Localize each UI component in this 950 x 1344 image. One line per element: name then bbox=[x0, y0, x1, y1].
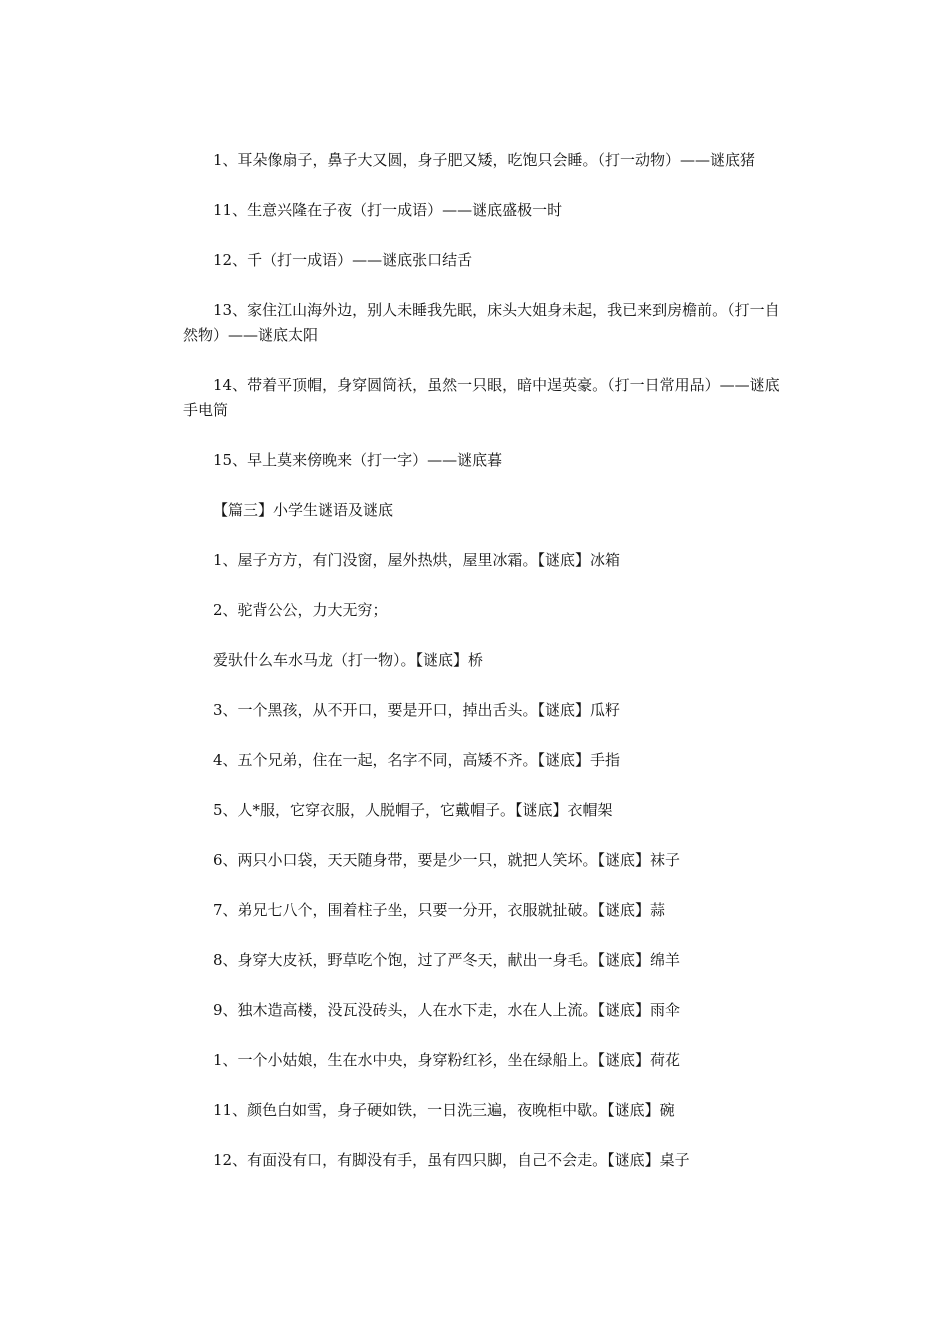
paragraph-riddle-coat-rack: 5、人*服，它穿衣服，人脱帽子，它戴帽子。【谜底】衣帽架 bbox=[213, 801, 613, 819]
paragraph-riddle-12: 12、千（打一成语）——谜底张口结舌 bbox=[213, 251, 473, 269]
paragraph-riddle-table: 12、有面没有口，有脚没有手，虽有四只脚，自己不会走。【谜底】桌子 bbox=[213, 1151, 690, 1169]
paragraph-riddle-fingers: 4、五个兄弟，住在一起，名字不同，高矮不齐。【谜底】手指 bbox=[213, 751, 621, 769]
paragraph-riddle-pig: 1、耳朵像扇子，鼻子大又圆，身子肥又矮，吃饱只会睡。（打一动物）——谜底猪 bbox=[213, 151, 756, 169]
paragraph-riddle-14: 14、带着平顶帽，身穿圆筒袄，虽然一只眼，暗中逞英豪。（打一日常用品）——谜底手电筒 bbox=[183, 376, 780, 419]
paragraph-riddle-bridge-line2: 爱驮什么车水马龙（打一物）。【谜底】桥 bbox=[213, 651, 484, 669]
paragraph-riddle-socks: 6、两只小口袋，天天随身带，要是少一只，就把人笑坏。【谜底】袜子 bbox=[213, 851, 681, 869]
document-body bbox=[183, 148, 783, 1198]
paragraph-riddle-bowl: 11、颜色白如雪，身子硬如铁，一日洗三遍，夜晚柜中歇。【谜底】碗 bbox=[213, 1101, 675, 1119]
paragraph-riddle-bridge-line1: 2、驼背公公，力大无穷； bbox=[213, 601, 388, 619]
paragraph-riddle-11: 11、生意兴隆在子夜（打一成语）——谜底盛极一时 bbox=[213, 201, 563, 219]
section-heading: 【篇三】小学生谜语及谜底 bbox=[213, 501, 394, 519]
paragraph-riddle-garlic: 7、弟兄七八个，围着柱子坐，只要一分开，衣服就扯破。【谜底】蒜 bbox=[213, 901, 666, 919]
paragraph-riddle-seed: 3、一个黑孩，从不开口，要是开口，掉出舌头。【谜底】瓜籽 bbox=[213, 701, 621, 719]
paragraph-riddle-umbrella: 9、独木造高楼，没瓦没砖头，人在水下走，水在人上流。【谜底】雨伞 bbox=[213, 1001, 681, 1019]
paragraph-riddle-fridge: 1、屋子方方，有门没窗，屋外热烘，屋里冰霜。【谜底】冰箱 bbox=[213, 551, 621, 569]
paragraph-riddle-sheep: 8、身穿大皮袄，野草吃个饱，过了严冬天，献出一身毛。【谜底】绵羊 bbox=[213, 951, 681, 969]
paragraph-riddle-lotus: 1、一个小姑娘，生在水中央，身穿粉红衫，坐在绿船上。【谜底】荷花 bbox=[213, 1051, 681, 1069]
paragraph-riddle-13: 13、家住江山海外边，别人未睡我先眠，床头大姐身未起，我已来到房檐前。（打一自然物）——谜底太阳 bbox=[183, 301, 780, 344]
paragraph-riddle-15: 15、早上莫来傍晚来（打一字）——谜底暮 bbox=[213, 451, 503, 469]
